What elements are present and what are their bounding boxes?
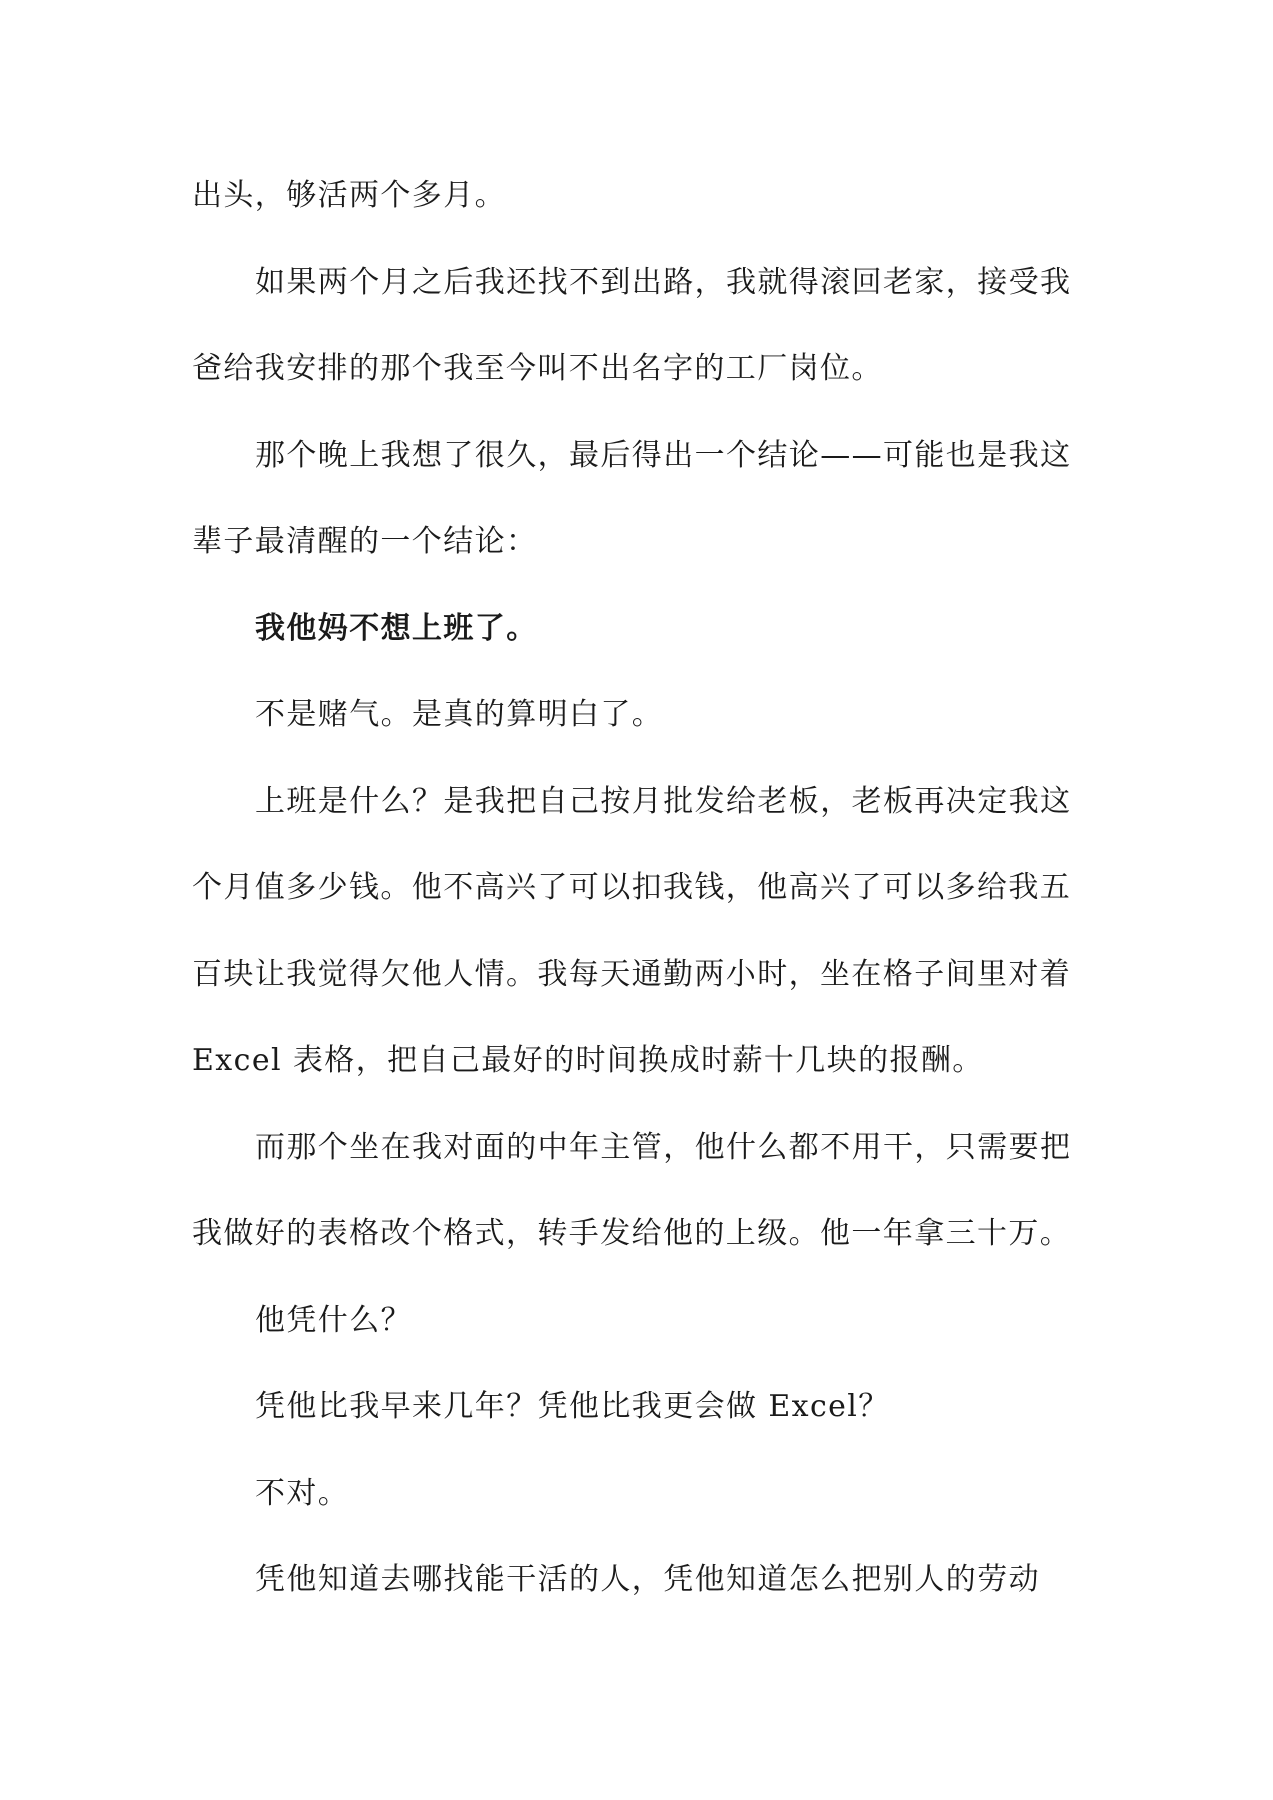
paragraph-line: 不是赌气。是真的算明白了。 [255, 697, 664, 732]
paragraph-line: 凭他知道去哪找能干活的人，凭他知道怎么把别人的劳动 [255, 1562, 1040, 1597]
paragraph-line: 而那个坐在我对面的中年主管，他什么都不用干，只需要把 [255, 1130, 1072, 1165]
paragraph-line: 上班是什么？是我把自己按月批发给老板，老板再决定我这 [255, 784, 1072, 819]
paragraph-line: 出头，够活两个多月。 [192, 178, 506, 213]
paragraph-line: 不对。 [255, 1476, 350, 1511]
paragraph-line: 他凭什么？ [255, 1303, 412, 1338]
paragraph-line: 那个晚上我想了很久，最后得出一个结论——可能也是我这 [255, 438, 1072, 473]
paragraph-line: 爸给我安排的那个我至今叫不出名字的工厂岗位。 [192, 351, 883, 386]
paragraph-line: 我做好的表格改个格式，转手发给他的上级。他一年拿三十万。 [192, 1216, 1072, 1251]
paragraph-line: 个月值多少钱。他不高兴了可以扣我钱，他高兴了可以多给我五 [192, 870, 1072, 905]
paragraph-line: Excel 表格，把自己最好的时间换成时薪十几块的报酬。 [192, 1043, 984, 1078]
paragraph-line: 百块让我觉得欠他人情。我每天通勤两小时，坐在格子间里对着 [192, 957, 1072, 992]
paragraph-line: 如果两个月之后我还找不到出路，我就得滚回老家，接受我 [255, 265, 1072, 300]
paragraph-line: 凭他比我早来几年？凭他比我更会做 Excel？ [255, 1389, 890, 1424]
paragraph-line: 辈子最清醒的一个结论： [192, 524, 538, 559]
emphasis-line: 我他妈不想上班了。 [255, 611, 538, 646]
